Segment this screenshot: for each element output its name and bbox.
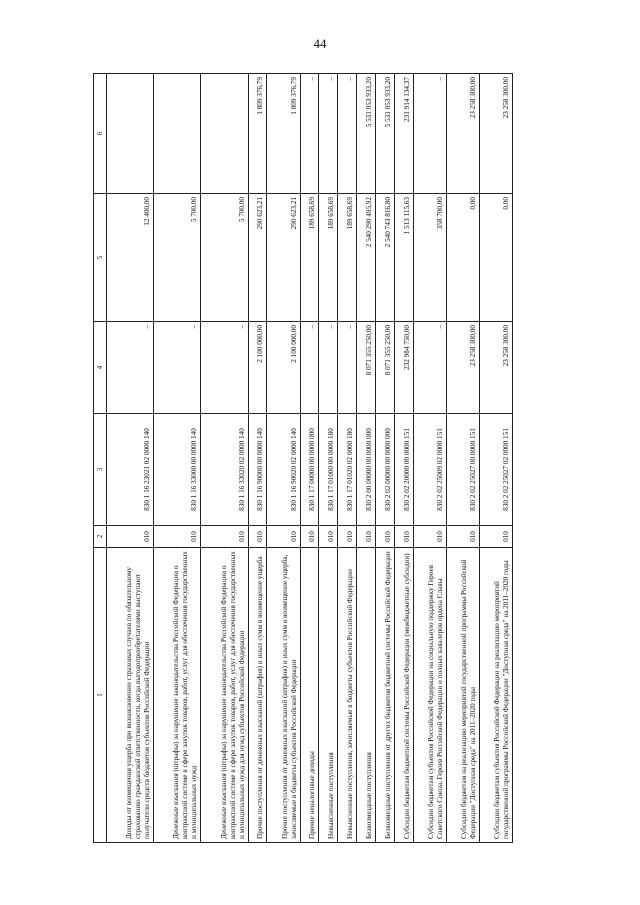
row-col5: 12 400,00 (107, 194, 154, 322)
row-col4: 23 258 300,00 (479, 322, 512, 414)
row-name: Прочие неналоговые доходы (300, 548, 319, 843)
row-admin-code: 010 (479, 526, 512, 548)
row-admin-code: 010 (338, 526, 357, 548)
row-col4: – (413, 322, 446, 414)
row-admin-code: 010 (154, 526, 201, 548)
table-row (248, 74, 267, 843)
row-col5: 358 700,00 (413, 194, 446, 322)
row-budget-code: 830 2 00 00000 00 0000 000 (357, 414, 376, 526)
row-col6: 23 258 300,00 (446, 74, 479, 194)
table-row (300, 74, 319, 843)
row-col6: – (413, 74, 446, 194)
row-budget-code: 830 1 17 01000 00 0000 180 (319, 414, 338, 526)
row-name: Субсидии бюджетам субъектов Российской Федерации на реализацию мероприятий государственной программы Российской Федерации "Доступная среда" на 2011–2020 годы (479, 548, 512, 843)
row-name: Прочие поступления от денежных взысканий (штрафов) и иных сумм в возмещение ущерба, зачисляемые в бюджеты субъектов Российской Федерации (267, 548, 300, 843)
row-budget-code: 830 2 02 20000 00 0000 151 (394, 414, 413, 526)
row-col4: – (319, 322, 338, 414)
column-header: 6 (94, 74, 107, 194)
row-col6: 23 258 300,00 (479, 74, 512, 194)
row-budget-code: 830 2 02 00000 00 0000 000 (376, 414, 395, 526)
column-header: 3 (94, 414, 107, 526)
column-header: 1 (94, 548, 107, 843)
row-col4: – (154, 322, 201, 414)
row-col5: 2 540 290 495,92 (357, 194, 376, 322)
row-col6: 1 809 376,79 (267, 74, 300, 194)
column-header: 5 (94, 194, 107, 322)
table-row (267, 74, 300, 843)
row-budget-code: 830 2 02 25009 02 0000 151 (413, 414, 446, 526)
row-col6 (154, 74, 201, 194)
row-admin-code: 010 (413, 526, 446, 548)
column-header: 2 (94, 526, 107, 548)
row-admin-code: 010 (107, 526, 154, 548)
row-col6: 5 531 053 933,20 (376, 74, 395, 194)
row-col4: – (338, 322, 357, 414)
row-admin-code: 010 (319, 526, 338, 548)
table-row (319, 74, 338, 843)
row-admin-code: 010 (300, 526, 319, 548)
row-col6 (107, 74, 154, 194)
row-budget-code: 830 1 16 33000 00 0000 140 (154, 414, 201, 526)
row-col6: 1 809 376,79 (248, 74, 267, 194)
table-header-row (94, 74, 107, 843)
row-col5: 290 623,21 (248, 194, 267, 322)
row-col5: 0,00 (446, 194, 479, 322)
rotated-table-container (93, 74, 513, 843)
row-col6: 5 531 053 933,20 (357, 74, 376, 194)
row-budget-code: 830 1 16 90020 02 0000 140 (267, 414, 300, 526)
row-budget-code: 830 1 16 23021 02 0000 140 (107, 414, 154, 526)
row-col4: 23 258 300,00 (446, 322, 479, 414)
row-col6 (201, 74, 248, 194)
row-admin-code: 010 (201, 526, 248, 548)
row-name: Безвозмездные поступления от других бюджетов бюджетной системы Российской Федерации (376, 548, 395, 843)
row-name: Субсидии бюджетам бюджетной системы Российской Федерации (межбюджетные субсидии) (394, 548, 413, 843)
table-row (479, 74, 512, 843)
column-header: 4 (94, 322, 107, 414)
row-col4: 8 071 355 250,00 (376, 322, 395, 414)
row-col5: 290 623,21 (267, 194, 300, 322)
row-budget-code: 830 2 02 25027 02 0000 151 (479, 414, 512, 526)
row-admin-code: 010 (267, 526, 300, 548)
revenue-table (93, 73, 513, 843)
row-col4: 2 100 000,00 (248, 322, 267, 414)
row-name: Субсидии бюджетам субъектов Российской Федерации на социальную поддержку Героев Советского Союза, Героев Российской Федерации и полных кавалеров ордена Славы (413, 548, 446, 843)
table-row (376, 74, 395, 843)
row-admin-code: 010 (357, 526, 376, 548)
table-row (413, 74, 446, 843)
row-col5: 2 540 743 816,80 (376, 194, 395, 322)
row-budget-code: 830 1 17 01020 02 0000 180 (338, 414, 357, 526)
page-number: 44 (313, 36, 327, 51)
table-row (154, 74, 201, 843)
table-row (107, 74, 154, 843)
row-col5: 189 658,69 (338, 194, 357, 322)
table-row (394, 74, 413, 843)
row-name: Доходы от возмещения ущерба при возникновении страховых случаев по обязательному страхованию гражданской ответственности, когда выгодоприобретателями выступают получатели средств бюджетов субъектов Российской Федерации (107, 548, 154, 843)
row-budget-code: 830 1 17 00000 00 0000 000 (300, 414, 319, 526)
row-name: Безвозмездные поступления (357, 548, 376, 843)
row-col5: 5 700,00 (201, 194, 248, 322)
row-col5: 1 513 115,63 (394, 194, 413, 322)
row-name: Субсидии бюджетам на реализацию мероприятий государственной программы Российской Федерации "Доступная среда" на 2011–2020 годы (446, 548, 479, 843)
row-col6: – (300, 74, 319, 194)
row-col4: – (300, 322, 319, 414)
row-name: Невыясненные поступления, зачисляемые в бюджеты субъектов Российской Федерации (338, 548, 357, 843)
row-col5: 0,00 (479, 194, 512, 322)
row-col5: 5 700,00 (154, 194, 201, 322)
table-row (357, 74, 376, 843)
row-col5: 189 658,69 (319, 194, 338, 322)
row-admin-code: 010 (446, 526, 479, 548)
row-admin-code: 010 (394, 526, 413, 548)
table-row (338, 74, 357, 843)
row-admin-code: 010 (376, 526, 395, 548)
row-col4: – (107, 322, 154, 414)
row-col5: 189 658,69 (300, 194, 319, 322)
row-col4: 8 071 355 250,00 (357, 322, 376, 414)
row-name: Денежные взыскания (штрафы) за нарушение законодательства Российской Федерации о контрактной системе в сфере закупок товаров, работ, услуг для обеспечения государственных и муниципальных нужд (154, 548, 201, 843)
row-name: Прочие поступления от денежных взысканий (штрафов) и иных сумм в возмещение ущерба (248, 548, 267, 843)
table-row (201, 74, 248, 843)
row-budget-code: 830 2 02 25027 00 0000 151 (446, 414, 479, 526)
row-col4: 232 984 750,00 (394, 322, 413, 414)
row-col6: 231 914 134,37 (394, 74, 413, 194)
table-row (446, 74, 479, 843)
row-budget-code: 830 1 16 33020 02 0000 140 (201, 414, 248, 526)
row-col6: – (338, 74, 357, 194)
row-budget-code: 830 1 16 90000 00 0000 140 (248, 414, 267, 526)
row-col4: – (201, 322, 248, 414)
row-admin-code: 010 (248, 526, 267, 548)
row-name: Денежные взыскания (штрафы) за нарушение законодательства Российской Федерации о контрактной системе в сфере закупок товаров, работ, услуг для обеспечения государственных и муниципальных нужд для нужд субъектов Российской Федерации (201, 548, 248, 843)
row-col6: – (319, 74, 338, 194)
row-col4: 2 100 000,00 (267, 322, 300, 414)
row-name: Невыясненные поступления (319, 548, 338, 843)
